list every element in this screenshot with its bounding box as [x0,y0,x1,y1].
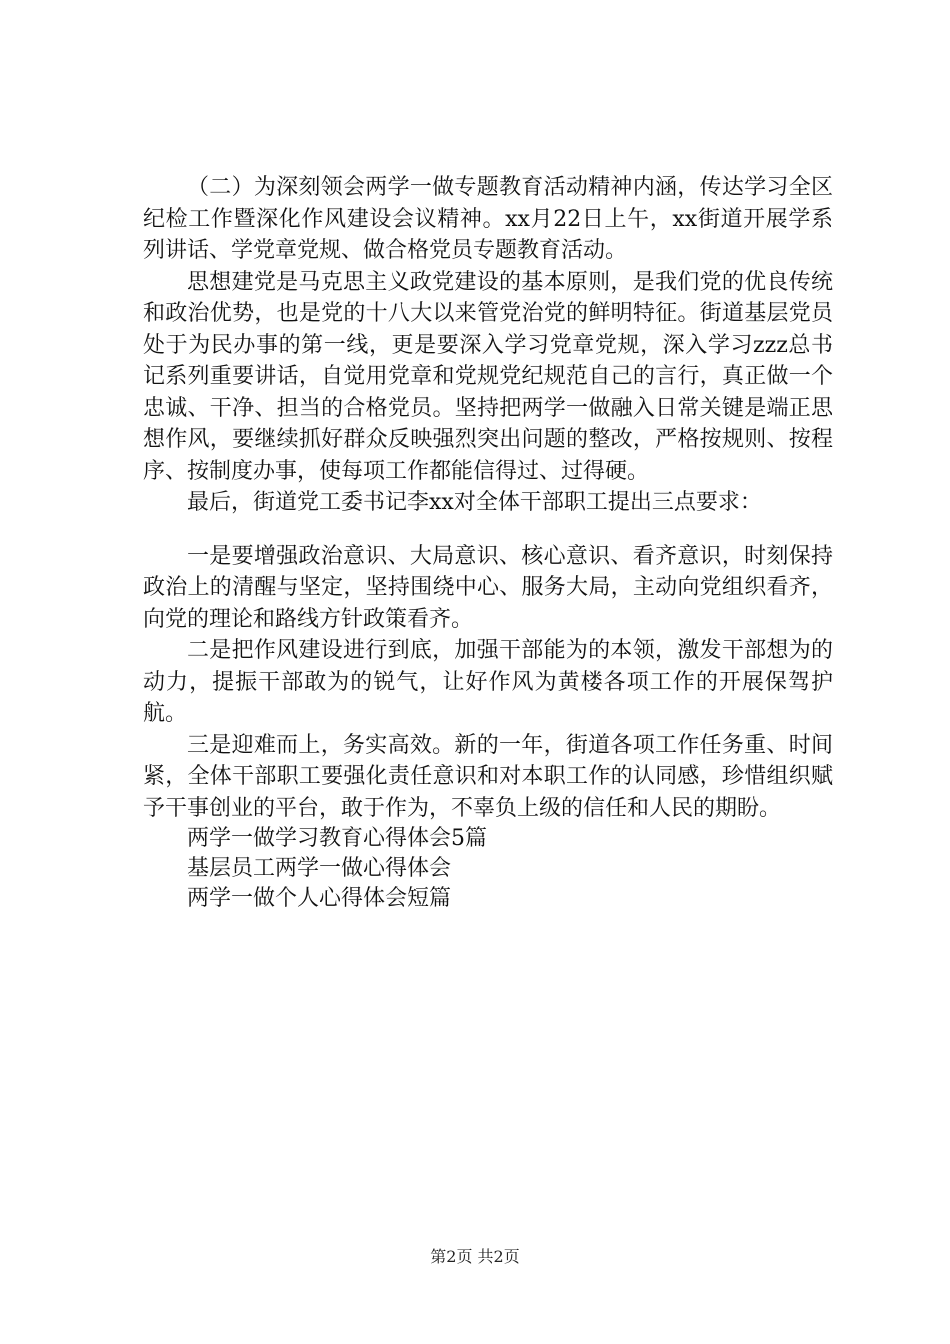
page-footer: 第2页 共2页 [430,1247,520,1266]
paragraph-requirement-2: 二是把作风建设进行到底，加强干部能为的本领，激发干部想为的动力，提振干部敢为的锐气，让好作风为黄楼各项工作的开展保驾护航。 [143,638,833,726]
paragraph-requirement-1: 一是要增强政治意识、大局意识、核心意识、看齐意识，时刻保持政治上的清醒与坚定，坚持围绕中心、服务大局，主动向党组织看齐，向党的理论和路线方针政策看齐。 [143,543,833,632]
related-link-2[interactable]: 基层员工两学一做心得体会 [187,856,452,881]
document-body [143,172,833,914]
paragraph-requirements-intro: 最后，街道党工委书记李xx对全体干部职工提出三点要求： [187,490,762,515]
related-link-1[interactable]: 两学一做学习教育心得体会5篇 [187,826,487,851]
paragraph-intro: （二）为深刻领会两学一做专题教育活动精神内涵，传达学习全区纪检工作暨深化作风建设会议精神。xx月22日上午，xx街道开展学系列讲话、学党章党规、做合格党员专题教育活动。 [143,175,833,263]
paragraph-ideology: 思想建党是马克思主义政党建设的基本原则，是我们党的优良传统和政治优势，也是党的十八大以来管党治党的鲜明特征。街道基层党员处于为民办事的第一线，更是要深入学习党章党规，深入学习zzz总书记系列重要讲话，自觉用党章和党规党纪规范自己的言行，真正做一个忠诚、干净、担当的合格党员。坚持把两学一做融入日常关键是端正思想作风，要继续抓好群众反映强烈突出问题的整改，严格按规则、按程序、按制度办事，使每项工作都能信得过、过得硬。 [143,269,833,484]
paragraph-requirement-3: 三是迎难而上，务实高效。新的一年，街道各项工作任务重、时间紧，全体干部职工要强化责任意识和对本职工作的认同感，珍惜组织赋予干事创业的平台，敢于作为，不辜负上级的信任和人民的期盼。 [143,732,833,821]
related-link-3[interactable]: 两学一做个人心得体会短篇 [187,886,452,911]
